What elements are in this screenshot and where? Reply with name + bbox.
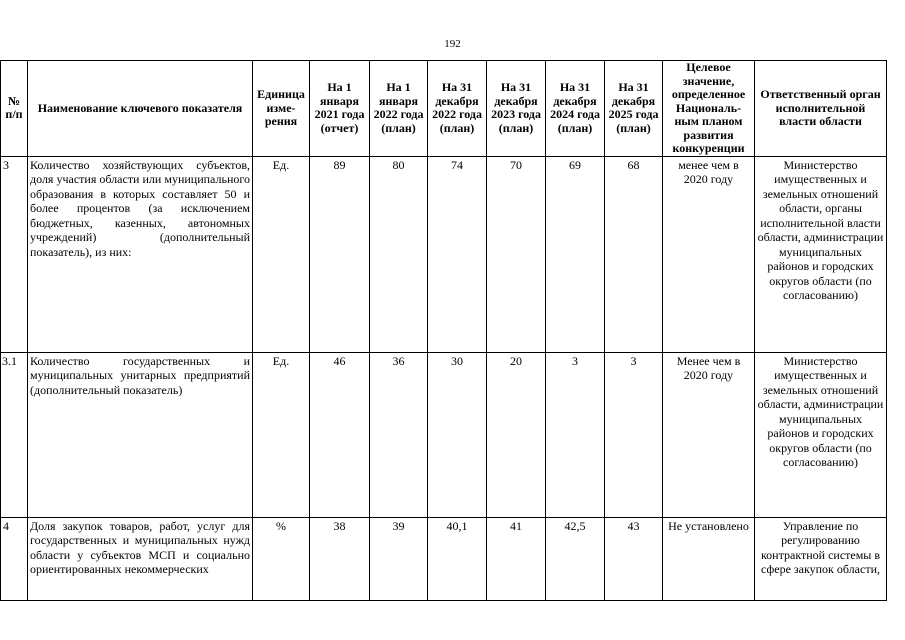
- row-value-2022-dec: 40,1: [428, 517, 487, 600]
- header-2023: На 31 декабря 2023 года (план): [487, 61, 546, 157]
- row-responsible: Министерство имущественных и земельных отношений области, органы исполнительной власти области, администрации муниципальных районов и городских округов области (по согласованию): [755, 156, 887, 352]
- row-value-2022-dec: 30: [428, 352, 487, 517]
- row-target: Менее чем в 2020 году: [663, 352, 755, 517]
- row-name: Количество государственных и муниципальных унитарных предприятий (дополнительный показатель): [28, 352, 253, 517]
- row-value-2022-jan: 39: [370, 517, 428, 600]
- header-2024: На 31 декабря 2024 года (план): [546, 61, 605, 157]
- row-unit: Ед.: [253, 156, 310, 352]
- header-name: Наименование ключевого показателя: [28, 61, 253, 157]
- row-value-2022-dec: 74: [428, 156, 487, 352]
- table-row: [1, 352, 887, 517]
- row-value-2023: 20: [487, 352, 546, 517]
- row-unit: Ед.: [253, 352, 310, 517]
- table-row: [1, 156, 887, 352]
- table-row: [1, 517, 887, 600]
- row-value-2021: 46: [310, 352, 370, 517]
- row-num: 3: [1, 156, 28, 352]
- row-value-2025: 43: [605, 517, 663, 600]
- row-value-2023: 41: [487, 517, 546, 600]
- header-responsible: Ответственный орган исполнительной власти области: [755, 61, 887, 157]
- row-value-2025: 3: [605, 352, 663, 517]
- header-2025: На 31 декабря 2025 года (план): [605, 61, 663, 157]
- header-2022-jan: На 1 января 2022 года (план): [370, 61, 428, 157]
- row-value-2022-jan: 36: [370, 352, 428, 517]
- row-value-2022-jan: 80: [370, 156, 428, 352]
- row-unit: %: [253, 517, 310, 600]
- header-unit: Единица изме-рения: [253, 61, 310, 157]
- table-header-row: [1, 61, 887, 157]
- page-number: 192: [444, 38, 461, 50]
- header-target: Целевое значение, определенное Националь-ным планом развития конкуренции: [663, 61, 755, 157]
- row-value-2024: 69: [546, 156, 605, 352]
- row-num: 3.1: [1, 352, 28, 517]
- row-value-2023: 70: [487, 156, 546, 352]
- row-value-2024: 42,5: [546, 517, 605, 600]
- row-name: Количество хозяйствующих субъектов, доля участия области или муниципального образования в которых составляет 50 и более процентов (за исключением бюджетных, казенных, автономных учреждений) (дополнительный показатель), из них:: [28, 156, 253, 352]
- row-name: Доля закупок товаров, работ, услуг для государственных и муниципальных нужд области у субъектов МСП и социально ориентированных некоммерческих: [28, 517, 253, 600]
- row-target: менее чем в 2020 году: [663, 156, 755, 352]
- row-responsible: Управление по регулированию контрактной системы в сфере закупок области,: [755, 517, 887, 600]
- header-2022-dec: На 31 декабря 2022 года (план): [428, 61, 487, 157]
- row-responsible: Министерство имущественных и земельных отношений области, администрации муниципальных районов и городских округов области (по согласованию): [755, 352, 887, 517]
- row-value-2021: 38: [310, 517, 370, 600]
- row-value-2021: 89: [310, 156, 370, 352]
- row-num: 4: [1, 517, 28, 600]
- row-target: Не установлено: [663, 517, 755, 600]
- key-indicators-table: [0, 60, 887, 601]
- header-2021: На 1 января 2021 года (отчет): [310, 61, 370, 157]
- row-value-2024: 3: [546, 352, 605, 517]
- row-value-2025: 68: [605, 156, 663, 352]
- header-num: № п/п: [1, 61, 28, 157]
